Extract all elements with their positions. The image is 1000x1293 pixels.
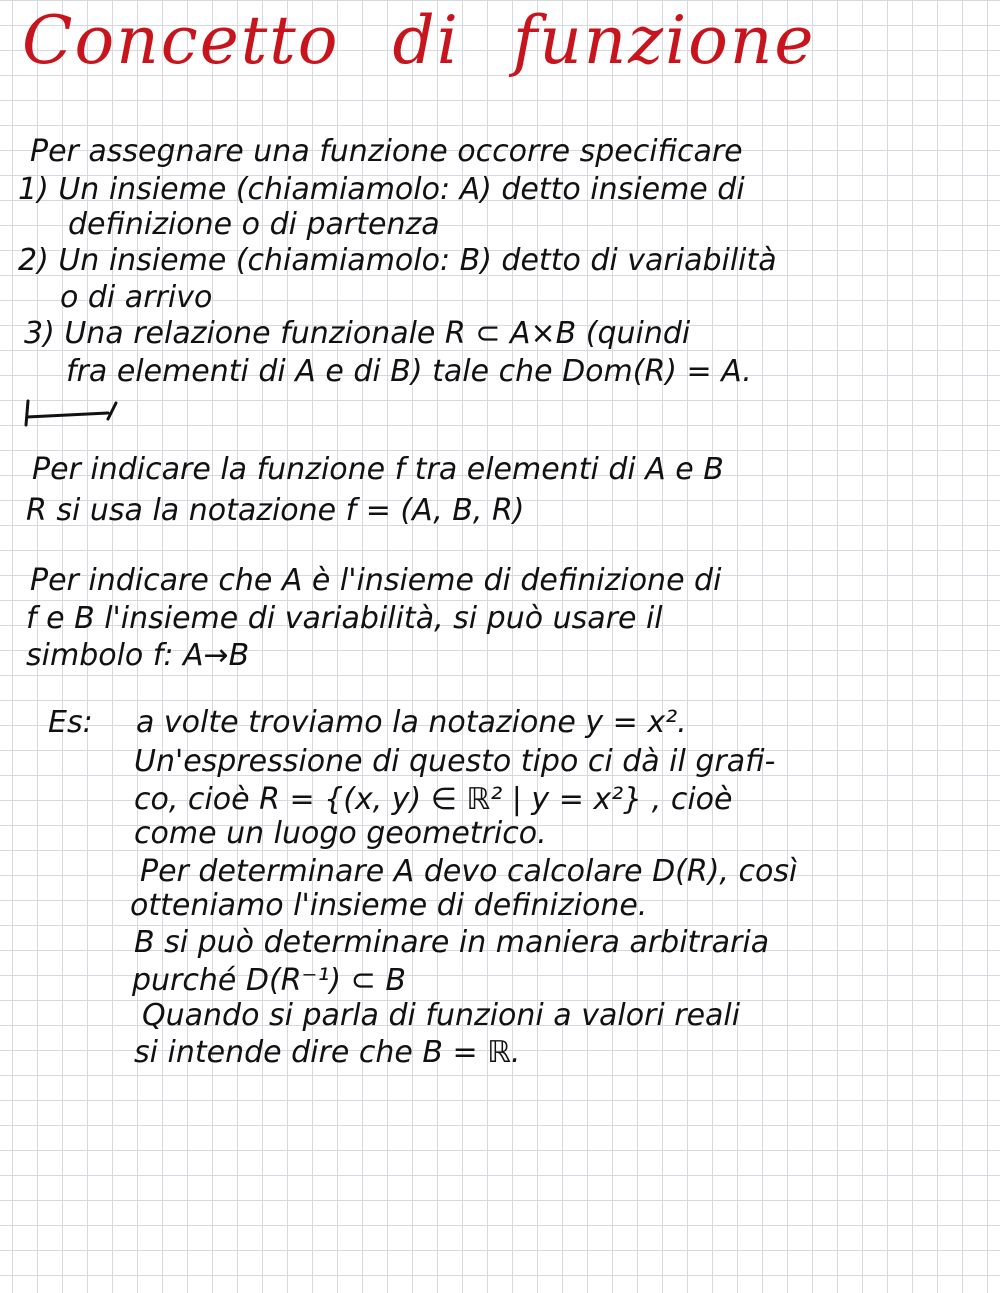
item-2-line-1: 2) Un insieme (chiamiamolo: B) detto di variabilità xyxy=(18,243,777,278)
item-3-line-2: fra elementi di A e di B) tale che Dom(R) = A. xyxy=(66,354,752,389)
item-1-line-1: 1) Un insieme (chiamiamolo: A) detto insieme di xyxy=(18,172,745,207)
notation-line-2: R si usa la notazione f = (A, B, R) xyxy=(26,493,525,528)
example-line-9: Quando si parla di funzioni a valori reali xyxy=(142,998,741,1033)
item-3-line-1: 3) Una relazione funzionale R ⊂ A×B (quindi xyxy=(24,316,691,351)
symbol-line-3: simbolo f: A→B xyxy=(26,638,250,673)
intro-line: Per assegnare una funzione occorre specificare xyxy=(30,134,743,169)
example-label: Es: xyxy=(48,705,93,740)
example-line-8: purché D(R⁻¹) ⊂ B xyxy=(132,963,406,998)
example-line-3: co, cioè R = {(x, y) ∈ ℝ² | y = x²} , cioè xyxy=(134,782,733,817)
example-line-5: Per determinare A devo calcolare D(R), così xyxy=(140,854,798,889)
symbol-line-1: Per indicare che A è l'insieme di definizione di xyxy=(30,563,722,598)
example-line-10: si intende dire che B = ℝ. xyxy=(134,1035,521,1070)
item-1-line-2: definizione o di partenza xyxy=(68,207,440,242)
notation-line-1: Per indicare la funzione f tra elementi di A e B xyxy=(32,452,724,487)
example-line-7: B si può determinare in maniera arbitraria xyxy=(134,925,770,960)
maps-to-arrow-icon xyxy=(24,395,124,431)
symbol-line-2: f e B l'insieme di variabilità, si può usare il xyxy=(26,601,663,636)
example-line-1: a volte troviamo la notazione y = x². xyxy=(136,705,687,740)
example-line-4: come un luogo geometrico. xyxy=(134,816,547,851)
page-title: Concetto di funzione xyxy=(22,2,816,79)
example-line-6: otteniamo l'insieme di definizione. xyxy=(130,888,648,923)
item-2-line-2: o di arrivo xyxy=(60,280,213,315)
example-line-2: Un'espressione di questo tipo ci dà il grafi- xyxy=(134,744,776,779)
